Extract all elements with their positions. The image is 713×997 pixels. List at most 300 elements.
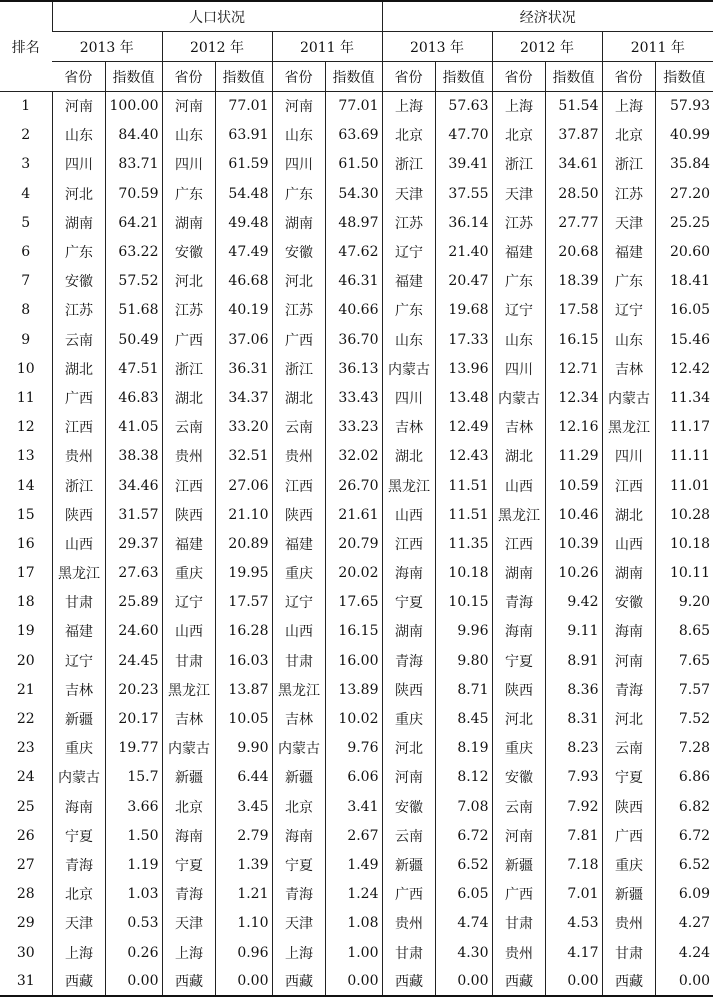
index-value-cell: 1.10 — [215, 909, 272, 938]
province-cell: 西藏 — [602, 967, 655, 996]
index-value-cell: 21.10 — [215, 500, 272, 529]
index-value-cell: 12.49 — [435, 413, 492, 442]
province-cell: 宁夏 — [272, 850, 325, 879]
index-value-cell: 6.52 — [435, 850, 492, 879]
province-cell: 上海 — [492, 92, 545, 121]
index-value-cell: 36.70 — [325, 325, 382, 354]
index-value-cell: 0.00 — [655, 967, 713, 996]
province-cell: 湖南 — [52, 208, 105, 237]
province-cell: 天津 — [602, 208, 655, 237]
province-cell: 青海 — [382, 646, 435, 675]
province-cell: 山东 — [492, 325, 545, 354]
index-value-cell: 1.21 — [215, 880, 272, 909]
province-cell: 湖北 — [382, 442, 435, 471]
province-cell: 四川 — [382, 383, 435, 412]
province-cell: 海南 — [382, 559, 435, 588]
index-value-cell: 11.29 — [545, 442, 602, 471]
index-value-cell: 0.00 — [105, 967, 162, 996]
province-cell: 吉林 — [602, 354, 655, 383]
province-cell: 吉林 — [382, 413, 435, 442]
province-cell: 内蒙古 — [602, 383, 655, 412]
province-cell: 贵州 — [162, 442, 215, 471]
province-cell: 北京 — [492, 121, 545, 150]
province-cell: 内蒙古 — [52, 763, 105, 792]
index-value-cell: 18.41 — [655, 267, 713, 296]
index-value-cell: 25.89 — [105, 588, 162, 617]
table-row — [0, 267, 713, 296]
index-value-cell: 63.91 — [215, 121, 272, 150]
index-value-cell: 11.51 — [435, 500, 492, 529]
province-cell: 陕西 — [492, 675, 545, 704]
rank-cell: 19 — [16, 623, 35, 640]
province-column-header: 省份 — [382, 62, 435, 92]
index-value-cell: 10.02 — [325, 704, 382, 733]
index-value-cell: 2.79 — [215, 821, 272, 850]
province-cell: 云南 — [272, 413, 325, 442]
province-cell: 甘肃 — [492, 909, 545, 938]
province-cell: 青海 — [602, 675, 655, 704]
province-cell: 江苏 — [272, 296, 325, 325]
province-cell: 辽宁 — [382, 237, 435, 266]
index-value-cell: 34.37 — [215, 383, 272, 412]
province-cell: 广西 — [382, 880, 435, 909]
province-cell: 宁夏 — [602, 763, 655, 792]
province-cell: 天津 — [52, 909, 105, 938]
index-value-cell: 40.19 — [215, 296, 272, 325]
rank-cell: 3 — [21, 156, 31, 173]
index-value-cell: 6.82 — [655, 792, 713, 821]
index-value-cell: 41.05 — [105, 413, 162, 442]
province-cell: 甘肃 — [382, 938, 435, 967]
index-value-cell: 63.22 — [105, 237, 162, 266]
index-value-cell: 7.08 — [435, 792, 492, 821]
rank-cell: 10 — [16, 360, 35, 377]
table-row — [0, 208, 713, 237]
rank-cell: 25 — [16, 798, 35, 815]
table-header — [0, 1, 713, 92]
province-cell: 云南 — [492, 792, 545, 821]
index-value-cell: 17.65 — [325, 588, 382, 617]
province-cell: 新疆 — [492, 850, 545, 879]
province-cell: 湖北 — [272, 383, 325, 412]
index-value-cell: 7.01 — [545, 880, 602, 909]
province-cell: 宁夏 — [492, 646, 545, 675]
province-cell: 江西 — [382, 529, 435, 558]
province-cell: 江西 — [492, 529, 545, 558]
year-header: 2011 年 — [602, 32, 713, 62]
province-cell: 江苏 — [602, 179, 655, 208]
index-value-cell: 9.11 — [545, 617, 602, 646]
index-value-cell: 7.57 — [655, 675, 713, 704]
table-row — [0, 92, 713, 121]
province-cell: 湖南 — [382, 617, 435, 646]
province-cell: 吉林 — [52, 675, 105, 704]
rank-cell: 20 — [16, 652, 35, 669]
table-row — [0, 383, 713, 412]
index-value-cell: 8.45 — [435, 704, 492, 733]
index-value-cell: 6.05 — [435, 880, 492, 909]
province-cell: 福建 — [162, 529, 215, 558]
index-value-cell: 0.00 — [545, 967, 602, 996]
province-cell: 河北 — [492, 704, 545, 733]
index-value-cell: 8.19 — [435, 734, 492, 763]
province-cell: 河南 — [382, 763, 435, 792]
index-value-cell: 33.43 — [325, 383, 382, 412]
index-value-cell: 38.38 — [105, 442, 162, 471]
province-cell: 江西 — [602, 471, 655, 500]
province-cell: 安徽 — [492, 763, 545, 792]
province-cell: 重庆 — [162, 559, 215, 588]
province-cell: 山东 — [272, 121, 325, 150]
province-cell: 贵州 — [382, 909, 435, 938]
province-cell: 甘肃 — [52, 588, 105, 617]
rank-cell: 1 — [21, 98, 31, 115]
index-value-cell: 32.51 — [215, 442, 272, 471]
table-row — [0, 354, 713, 383]
province-cell: 青海 — [272, 880, 325, 909]
province-cell: 云南 — [602, 734, 655, 763]
province-cell: 辽宁 — [492, 296, 545, 325]
index-value-cell: 13.96 — [435, 354, 492, 383]
index-value-cell: 84.40 — [105, 121, 162, 150]
index-value-cell: 11.35 — [435, 529, 492, 558]
rank-cell: 27 — [16, 856, 35, 873]
province-cell: 北京 — [602, 121, 655, 150]
index-value-cell: 64.21 — [105, 208, 162, 237]
index-value-cell: 0.00 — [215, 967, 272, 996]
table-body — [0, 92, 713, 997]
province-cell: 贵州 — [492, 938, 545, 967]
index-value-cell: 49.48 — [215, 208, 272, 237]
province-cell: 陕西 — [162, 500, 215, 529]
index-value-cell: 37.06 — [215, 325, 272, 354]
index-value-cell: 6.52 — [655, 850, 713, 879]
index-value-cell: 8.12 — [435, 763, 492, 792]
index-value-cell: 10.15 — [435, 588, 492, 617]
province-cell: 海南 — [602, 617, 655, 646]
province-cell: 四川 — [52, 150, 105, 179]
province-cell: 浙江 — [492, 150, 545, 179]
index-value-cell: 27.20 — [655, 179, 713, 208]
index-value-cell: 17.58 — [545, 296, 602, 325]
index-value-cell: 20.17 — [105, 704, 162, 733]
index-value-cell: 10.39 — [545, 529, 602, 558]
province-cell: 广西 — [492, 880, 545, 909]
province-cell: 广西 — [52, 383, 105, 412]
index-value-cell: 20.68 — [545, 237, 602, 266]
index-value-cell: 4.30 — [435, 938, 492, 967]
province-cell: 安徽 — [162, 237, 215, 266]
index-value-cell: 100.00 — [105, 92, 162, 121]
index-value-cell: 46.68 — [215, 267, 272, 296]
index-value-cell: 54.30 — [325, 179, 382, 208]
index-value-cell: 7.65 — [655, 646, 713, 675]
province-cell: 广西 — [162, 325, 215, 354]
province-cell: 青海 — [492, 588, 545, 617]
province-cell: 海南 — [272, 821, 325, 850]
index-value-cell: 10.11 — [655, 559, 713, 588]
index-value-cell: 25.25 — [655, 208, 713, 237]
index-column-header: 指数值 — [325, 62, 382, 92]
index-value-cell: 48.97 — [325, 208, 382, 237]
index-value-cell: 63.69 — [325, 121, 382, 150]
index-column-header: 指数值 — [215, 62, 272, 92]
province-cell: 内蒙古 — [492, 383, 545, 412]
index-value-cell: 7.81 — [545, 821, 602, 850]
index-value-cell: 16.15 — [325, 617, 382, 646]
province-cell: 河南 — [602, 646, 655, 675]
province-cell: 山东 — [382, 325, 435, 354]
index-value-cell: 32.02 — [325, 442, 382, 471]
index-value-cell: 4.74 — [435, 909, 492, 938]
province-cell: 吉林 — [162, 704, 215, 733]
province-cell: 四川 — [162, 150, 215, 179]
index-value-cell: 24.45 — [105, 646, 162, 675]
index-value-cell: 6.09 — [655, 880, 713, 909]
index-value-cell: 18.39 — [545, 267, 602, 296]
province-cell: 黑龙江 — [382, 471, 435, 500]
province-cell: 浙江 — [382, 150, 435, 179]
index-value-cell: 37.87 — [545, 121, 602, 150]
table-row — [0, 150, 713, 179]
province-cell: 河北 — [52, 179, 105, 208]
index-value-cell: 34.46 — [105, 471, 162, 500]
province-cell: 上海 — [162, 938, 215, 967]
year-header: 2012 年 — [492, 32, 602, 62]
province-cell: 山西 — [602, 529, 655, 558]
index-value-cell: 7.93 — [545, 763, 602, 792]
province-cell: 河北 — [272, 267, 325, 296]
year-header: 2012 年 — [162, 32, 272, 62]
province-column-header: 省份 — [272, 62, 325, 92]
province-cell: 湖北 — [492, 442, 545, 471]
province-cell: 福建 — [272, 529, 325, 558]
province-cell: 福建 — [602, 237, 655, 266]
index-value-cell: 40.66 — [325, 296, 382, 325]
province-cell: 广东 — [52, 237, 105, 266]
province-cell: 安徽 — [382, 792, 435, 821]
index-value-cell: 12.34 — [545, 383, 602, 412]
index-value-cell: 20.89 — [215, 529, 272, 558]
index-value-cell: 8.71 — [435, 675, 492, 704]
index-value-cell: 1.49 — [325, 850, 382, 879]
index-value-cell: 61.50 — [325, 150, 382, 179]
province-cell: 贵州 — [272, 442, 325, 471]
index-value-cell: 12.43 — [435, 442, 492, 471]
table-row — [0, 529, 713, 558]
index-value-cell: 47.62 — [325, 237, 382, 266]
index-value-cell: 20.60 — [655, 237, 713, 266]
index-value-cell: 1.50 — [105, 821, 162, 850]
index-value-cell: 27.06 — [215, 471, 272, 500]
province-cell: 新疆 — [382, 850, 435, 879]
province-cell: 辽宁 — [162, 588, 215, 617]
index-value-cell: 50.49 — [105, 325, 162, 354]
index-value-cell: 20.47 — [435, 267, 492, 296]
index-value-cell: 11.51 — [435, 471, 492, 500]
population-group-header: 人口状况 — [52, 1, 382, 32]
province-cell: 安徽 — [602, 588, 655, 617]
province-cell: 陕西 — [52, 500, 105, 529]
index-value-cell: 17.33 — [435, 325, 492, 354]
index-column-header: 指数值 — [435, 62, 492, 92]
index-value-cell: 9.96 — [435, 617, 492, 646]
rank-cell: 12 — [16, 419, 35, 436]
province-cell: 甘肃 — [272, 646, 325, 675]
index-column-header: 指数值 — [545, 62, 602, 92]
province-cell: 黑龙江 — [492, 500, 545, 529]
index-value-cell: 46.31 — [325, 267, 382, 296]
table-row — [0, 880, 713, 909]
rank-cell: 5 — [21, 214, 31, 231]
province-cell: 贵州 — [602, 909, 655, 938]
index-value-cell: 39.41 — [435, 150, 492, 179]
rank-cell: 13 — [16, 448, 35, 465]
province-cell: 青海 — [52, 850, 105, 879]
index-column-header: 指数值 — [105, 62, 162, 92]
rank-cell: 8 — [21, 302, 31, 319]
index-value-cell: 17.57 — [215, 588, 272, 617]
province-cell: 辽宁 — [602, 296, 655, 325]
index-value-cell: 20.23 — [105, 675, 162, 704]
province-cell: 浙江 — [602, 150, 655, 179]
province-cell: 湖南 — [162, 208, 215, 237]
province-cell: 广西 — [272, 325, 325, 354]
province-cell: 西藏 — [382, 967, 435, 996]
province-cell: 陕西 — [272, 500, 325, 529]
rank-cell: 26 — [16, 827, 35, 844]
table-row — [0, 237, 713, 266]
index-value-cell: 36.31 — [215, 354, 272, 383]
index-value-cell: 0.26 — [105, 938, 162, 967]
province-cell: 湖北 — [602, 500, 655, 529]
rank-cell: 9 — [21, 331, 31, 348]
table-row — [0, 938, 713, 967]
province-cell: 江西 — [52, 413, 105, 442]
province-cell: 福建 — [492, 237, 545, 266]
index-value-cell: 6.72 — [655, 821, 713, 850]
index-value-cell: 0.00 — [435, 967, 492, 996]
table-row — [0, 559, 713, 588]
province-cell: 重庆 — [602, 850, 655, 879]
province-cell: 四川 — [492, 354, 545, 383]
province-cell: 广西 — [602, 821, 655, 850]
index-value-cell: 47.70 — [435, 121, 492, 150]
index-value-cell: 7.28 — [655, 734, 713, 763]
province-cell: 北京 — [162, 792, 215, 821]
province-cell: 西藏 — [492, 967, 545, 996]
index-value-cell: 12.42 — [655, 354, 713, 383]
table-row — [0, 734, 713, 763]
table-row — [0, 763, 713, 792]
province-cell: 云南 — [162, 413, 215, 442]
province-column-header: 省份 — [492, 62, 545, 92]
province-cell: 北京 — [52, 880, 105, 909]
index-value-cell: 8.36 — [545, 675, 602, 704]
province-cell: 内蒙古 — [162, 734, 215, 763]
index-value-cell: 10.26 — [545, 559, 602, 588]
index-value-cell: 57.63 — [435, 92, 492, 121]
rank-cell: 31 — [0, 967, 52, 996]
province-cell: 海南 — [492, 617, 545, 646]
index-value-cell: 11.01 — [655, 471, 713, 500]
index-value-cell: 12.16 — [545, 413, 602, 442]
index-value-cell: 6.86 — [655, 763, 713, 792]
index-value-cell: 70.59 — [105, 179, 162, 208]
rank-cell: 21 — [16, 681, 35, 698]
index-value-cell: 4.53 — [545, 909, 602, 938]
province-cell: 广东 — [602, 267, 655, 296]
province-cell: 四川 — [602, 442, 655, 471]
province-cell: 新疆 — [52, 704, 105, 733]
table-row — [0, 675, 713, 704]
year-header: 2013 年 — [382, 32, 492, 62]
province-cell: 湖南 — [272, 208, 325, 237]
province-cell: 海南 — [52, 792, 105, 821]
index-value-cell: 9.76 — [325, 734, 382, 763]
index-value-cell: 6.72 — [435, 821, 492, 850]
province-cell: 安徽 — [52, 267, 105, 296]
index-value-cell: 57.52 — [105, 267, 162, 296]
province-cell: 北京 — [382, 121, 435, 150]
index-value-cell: 2.67 — [325, 821, 382, 850]
province-cell: 河北 — [382, 734, 435, 763]
province-cell: 广东 — [162, 179, 215, 208]
index-value-cell: 19.68 — [435, 296, 492, 325]
index-value-cell: 33.23 — [325, 413, 382, 442]
province-cell: 浙江 — [162, 354, 215, 383]
index-value-cell: 29.37 — [105, 529, 162, 558]
index-value-cell: 3.41 — [325, 792, 382, 821]
index-value-cell: 24.60 — [105, 617, 162, 646]
index-value-cell: 47.49 — [215, 237, 272, 266]
index-value-cell: 27.77 — [545, 208, 602, 237]
index-value-cell: 51.54 — [545, 92, 602, 121]
province-cell: 黑龙江 — [52, 559, 105, 588]
index-value-cell: 47.51 — [105, 354, 162, 383]
index-value-cell: 7.92 — [545, 792, 602, 821]
index-value-cell: 10.28 — [655, 500, 713, 529]
rank-cell: 23 — [16, 740, 35, 757]
province-cell: 广东 — [382, 296, 435, 325]
province-cell: 江苏 — [492, 208, 545, 237]
index-value-cell: 10.46 — [545, 500, 602, 529]
index-value-cell: 7.18 — [545, 850, 602, 879]
province-cell: 江苏 — [162, 296, 215, 325]
province-cell: 湖北 — [162, 383, 215, 412]
province-cell: 黑龙江 — [272, 675, 325, 704]
index-value-cell: 15.7 — [105, 763, 162, 792]
index-value-cell: 3.45 — [215, 792, 272, 821]
index-value-cell: 1.08 — [325, 909, 382, 938]
province-cell: 甘肃 — [602, 938, 655, 967]
index-value-cell: 10.59 — [545, 471, 602, 500]
province-cell: 安徽 — [272, 237, 325, 266]
province-cell: 宁夏 — [382, 588, 435, 617]
province-cell: 重庆 — [382, 704, 435, 733]
index-value-cell: 0.53 — [105, 909, 162, 938]
index-value-cell: 1.03 — [105, 880, 162, 909]
table-row — [0, 617, 713, 646]
province-cell: 宁夏 — [162, 850, 215, 879]
index-value-cell: 40.99 — [655, 121, 713, 150]
province-cell: 山西 — [52, 529, 105, 558]
index-value-cell: 6.06 — [325, 763, 382, 792]
rank-cell: 16 — [16, 535, 35, 552]
index-value-cell: 15.46 — [655, 325, 713, 354]
province-cell: 河南 — [272, 92, 325, 121]
economy-group-header: 经济状况 — [382, 1, 713, 32]
